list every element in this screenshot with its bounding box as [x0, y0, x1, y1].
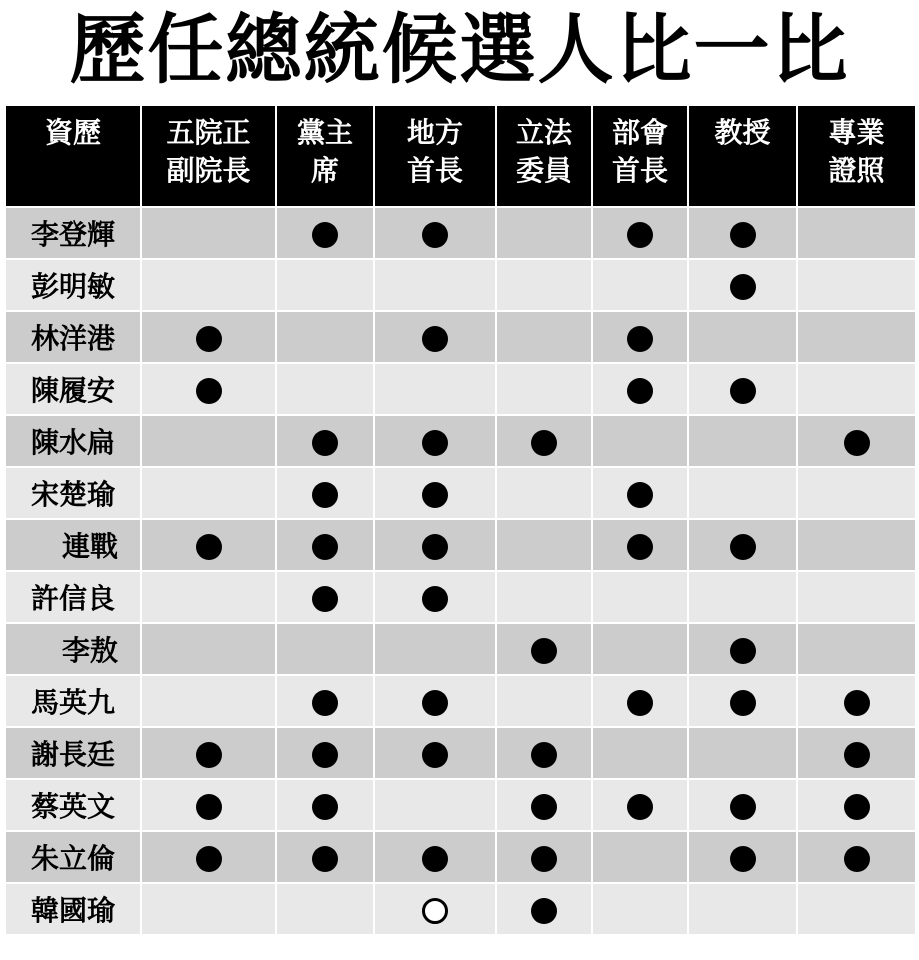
header-label-line: 五院正: [166, 116, 251, 149]
chart-title: 歷任總統候選人比一比: [69, 5, 850, 94]
filled-circle-mark: [627, 690, 653, 716]
filled-circle-mark: [312, 482, 338, 508]
cell-minister: [592, 519, 688, 571]
filled-circle-mark: [531, 898, 557, 924]
filled-circle-mark: [422, 846, 448, 872]
cell-professor: [688, 831, 797, 883]
cell-minister: [592, 415, 688, 467]
header-label-line: 部會: [611, 116, 668, 149]
table-row: [5, 519, 916, 571]
cell-local: [374, 259, 496, 311]
cell-professor: [688, 363, 797, 415]
cell-professor: [688, 259, 797, 311]
cell-license: [797, 883, 916, 935]
header-cell-minister: [592, 105, 688, 207]
cell-legislator: [496, 675, 592, 727]
filled-circle-mark: [531, 430, 557, 456]
cell-party: [276, 623, 374, 675]
candidate-name: 林洋港: [5, 311, 141, 363]
cell-party: [276, 363, 374, 415]
filled-circle-mark: [627, 534, 653, 560]
cell-party: [276, 519, 374, 571]
cell-minister: [592, 571, 688, 623]
filled-circle-mark: [730, 534, 756, 560]
cell-local: [374, 727, 496, 779]
cell-minister: [592, 623, 688, 675]
cell-local: [374, 467, 496, 519]
header-label-line: 立法: [515, 116, 572, 149]
filled-circle-mark: [196, 846, 222, 872]
filled-circle-mark: [312, 846, 338, 872]
cell-party: [276, 831, 374, 883]
cell-license: [797, 415, 916, 467]
filled-circle-mark: [422, 222, 448, 248]
table-header-row: [5, 105, 916, 207]
filled-circle-mark: [627, 222, 653, 248]
cell-professor: [688, 519, 797, 571]
hollow-circle-mark: [422, 898, 448, 924]
table-row: [5, 363, 916, 415]
cell-local: [374, 415, 496, 467]
cell-party: [276, 311, 374, 363]
filled-circle-mark: [422, 586, 448, 612]
table-row: [5, 467, 916, 519]
cell-yuan: [141, 467, 276, 519]
candidate-name: 陳水扁: [5, 415, 141, 467]
cell-party: [276, 571, 374, 623]
table-row: [5, 259, 916, 311]
table-row: [5, 415, 916, 467]
cell-yuan: [141, 883, 276, 935]
cell-party: [276, 727, 374, 779]
cell-legislator: [496, 623, 592, 675]
cell-license: [797, 675, 916, 727]
cell-minister: [592, 311, 688, 363]
candidate-name: 宋楚瑜: [5, 467, 141, 519]
cell-license: [797, 259, 916, 311]
table-row: [5, 883, 916, 935]
cell-professor: [688, 779, 797, 831]
cell-minister: [592, 363, 688, 415]
filled-circle-mark: [196, 794, 222, 820]
filled-circle-mark: [531, 742, 557, 768]
header-label-line: 黨主: [296, 116, 353, 149]
filled-circle-mark: [422, 326, 448, 352]
cell-local: [374, 311, 496, 363]
filled-circle-mark: [312, 222, 338, 248]
cell-minister: [592, 259, 688, 311]
cell-legislator: [496, 779, 592, 831]
filled-circle-mark: [627, 326, 653, 352]
cell-yuan: [141, 727, 276, 779]
candidate-name: 謝長廷: [5, 727, 141, 779]
cell-party: [276, 779, 374, 831]
cell-legislator: [496, 831, 592, 883]
cell-legislator: [496, 571, 592, 623]
cell-professor: [688, 311, 797, 363]
header-cell-yuan: [141, 105, 276, 207]
filled-circle-mark: [422, 430, 448, 456]
filled-circle-mark: [730, 274, 756, 300]
table-row: [5, 623, 916, 675]
cell-local: [374, 363, 496, 415]
filled-circle-mark: [531, 794, 557, 820]
filled-circle-mark: [312, 534, 338, 560]
cell-yuan: [141, 623, 276, 675]
candidate-name: 許信良: [5, 571, 141, 623]
cell-local: [374, 779, 496, 831]
cell-yuan: [141, 311, 276, 363]
header-cell-local: [374, 105, 496, 207]
cell-yuan: [141, 207, 276, 259]
cell-yuan: [141, 363, 276, 415]
filled-circle-mark: [730, 794, 756, 820]
filled-circle-mark: [730, 690, 756, 716]
filled-circle-mark: [730, 378, 756, 404]
header-cell-legislator: [496, 105, 592, 207]
filled-circle-mark: [422, 482, 448, 508]
table-body: [5, 207, 916, 935]
cell-yuan: [141, 415, 276, 467]
cell-professor: [688, 623, 797, 675]
cell-professor: [688, 207, 797, 259]
table-row: [5, 831, 916, 883]
cell-professor: [688, 415, 797, 467]
filled-circle-mark: [312, 794, 338, 820]
candidate-name: 李敖: [5, 623, 141, 675]
cell-yuan: [141, 831, 276, 883]
cell-license: [797, 519, 916, 571]
header-cell-license: [797, 105, 916, 207]
cell-local: [374, 571, 496, 623]
cell-professor: [688, 675, 797, 727]
cell-yuan: [141, 779, 276, 831]
cell-legislator: [496, 311, 592, 363]
cell-local: [374, 883, 496, 935]
filled-circle-mark: [844, 794, 870, 820]
candidate-name: 彭明敏: [5, 259, 141, 311]
header-label-line: 專業: [828, 116, 885, 149]
cell-license: [797, 207, 916, 259]
cell-local: [374, 831, 496, 883]
header-label-line: 地方: [406, 116, 463, 149]
cell-professor: [688, 571, 797, 623]
candidate-name: 韓國瑜: [5, 883, 141, 935]
candidate-name: 陳履安: [5, 363, 141, 415]
cell-minister: [592, 675, 688, 727]
filled-circle-mark: [844, 430, 870, 456]
table-row: [5, 571, 916, 623]
header-cell-qualification: 資歷: [5, 105, 141, 207]
candidate-comparison-table: [4, 104, 917, 936]
cell-local: [374, 623, 496, 675]
cell-professor: [688, 883, 797, 935]
filled-circle-mark: [312, 586, 338, 612]
cell-legislator: [496, 727, 592, 779]
header-label-line: 證照: [828, 154, 885, 187]
cell-legislator: [496, 259, 592, 311]
filled-circle-mark: [196, 378, 222, 404]
table-row: [5, 207, 916, 259]
header-label-line: 副院長: [166, 154, 251, 187]
cell-minister: [592, 779, 688, 831]
filled-circle-mark: [196, 534, 222, 560]
header-cell-party: [276, 105, 374, 207]
filled-circle-mark: [312, 742, 338, 768]
cell-professor: [688, 467, 797, 519]
header-label-line: 席: [310, 154, 339, 187]
cell-minister: [592, 883, 688, 935]
cell-local: [374, 207, 496, 259]
cell-party: [276, 675, 374, 727]
cell-party: [276, 883, 374, 935]
filled-circle-mark: [312, 690, 338, 716]
cell-yuan: [141, 571, 276, 623]
filled-circle-mark: [730, 846, 756, 872]
candidate-name: 連戰: [5, 519, 141, 571]
cell-legislator: [496, 467, 592, 519]
header-label-line: 委員: [515, 154, 572, 187]
cell-minister: [592, 207, 688, 259]
cell-license: [797, 779, 916, 831]
cell-local: [374, 675, 496, 727]
filled-circle-mark: [627, 794, 653, 820]
cell-minister: [592, 467, 688, 519]
table-row: [5, 779, 916, 831]
cell-yuan: [141, 675, 276, 727]
candidate-name: 蔡英文: [5, 779, 141, 831]
cell-party: [276, 259, 374, 311]
cell-legislator: [496, 415, 592, 467]
cell-legislator: [496, 519, 592, 571]
filled-circle-mark: [422, 534, 448, 560]
filled-circle-mark: [730, 222, 756, 248]
cell-license: [797, 623, 916, 675]
filled-circle-mark: [627, 482, 653, 508]
filled-circle-mark: [531, 846, 557, 872]
filled-circle-mark: [730, 638, 756, 664]
cell-license: [797, 727, 916, 779]
table-row: [5, 727, 916, 779]
filled-circle-mark: [531, 638, 557, 664]
cell-minister: [592, 727, 688, 779]
cell-local: [374, 519, 496, 571]
header-label-line: 首長: [611, 154, 668, 187]
cell-legislator: [496, 883, 592, 935]
filled-circle-mark: [312, 430, 338, 456]
header-label-line: 教授: [714, 116, 771, 149]
filled-circle-mark: [422, 742, 448, 768]
cell-legislator: [496, 363, 592, 415]
cell-party: [276, 207, 374, 259]
cell-license: [797, 467, 916, 519]
filled-circle-mark: [627, 378, 653, 404]
cell-professor: [688, 727, 797, 779]
candidate-name: 李登輝: [5, 207, 141, 259]
table-row: [5, 311, 916, 363]
cell-minister: [592, 831, 688, 883]
cell-yuan: [141, 519, 276, 571]
candidate-name: 朱立倫: [5, 831, 141, 883]
cell-party: [276, 467, 374, 519]
cell-party: [276, 415, 374, 467]
cell-license: [797, 831, 916, 883]
header-cell-professor: [688, 105, 797, 207]
filled-circle-mark: [422, 690, 448, 716]
filled-circle-mark: [844, 690, 870, 716]
candidate-name: 馬英九: [5, 675, 141, 727]
cell-license: [797, 363, 916, 415]
filled-circle-mark: [196, 742, 222, 768]
filled-circle-mark: [844, 742, 870, 768]
filled-circle-mark: [196, 326, 222, 352]
cell-yuan: [141, 259, 276, 311]
table-row: [5, 675, 916, 727]
header-label-line: 首長: [406, 154, 463, 187]
cell-license: [797, 571, 916, 623]
filled-circle-mark: [844, 846, 870, 872]
cell-legislator: [496, 207, 592, 259]
cell-license: [797, 311, 916, 363]
